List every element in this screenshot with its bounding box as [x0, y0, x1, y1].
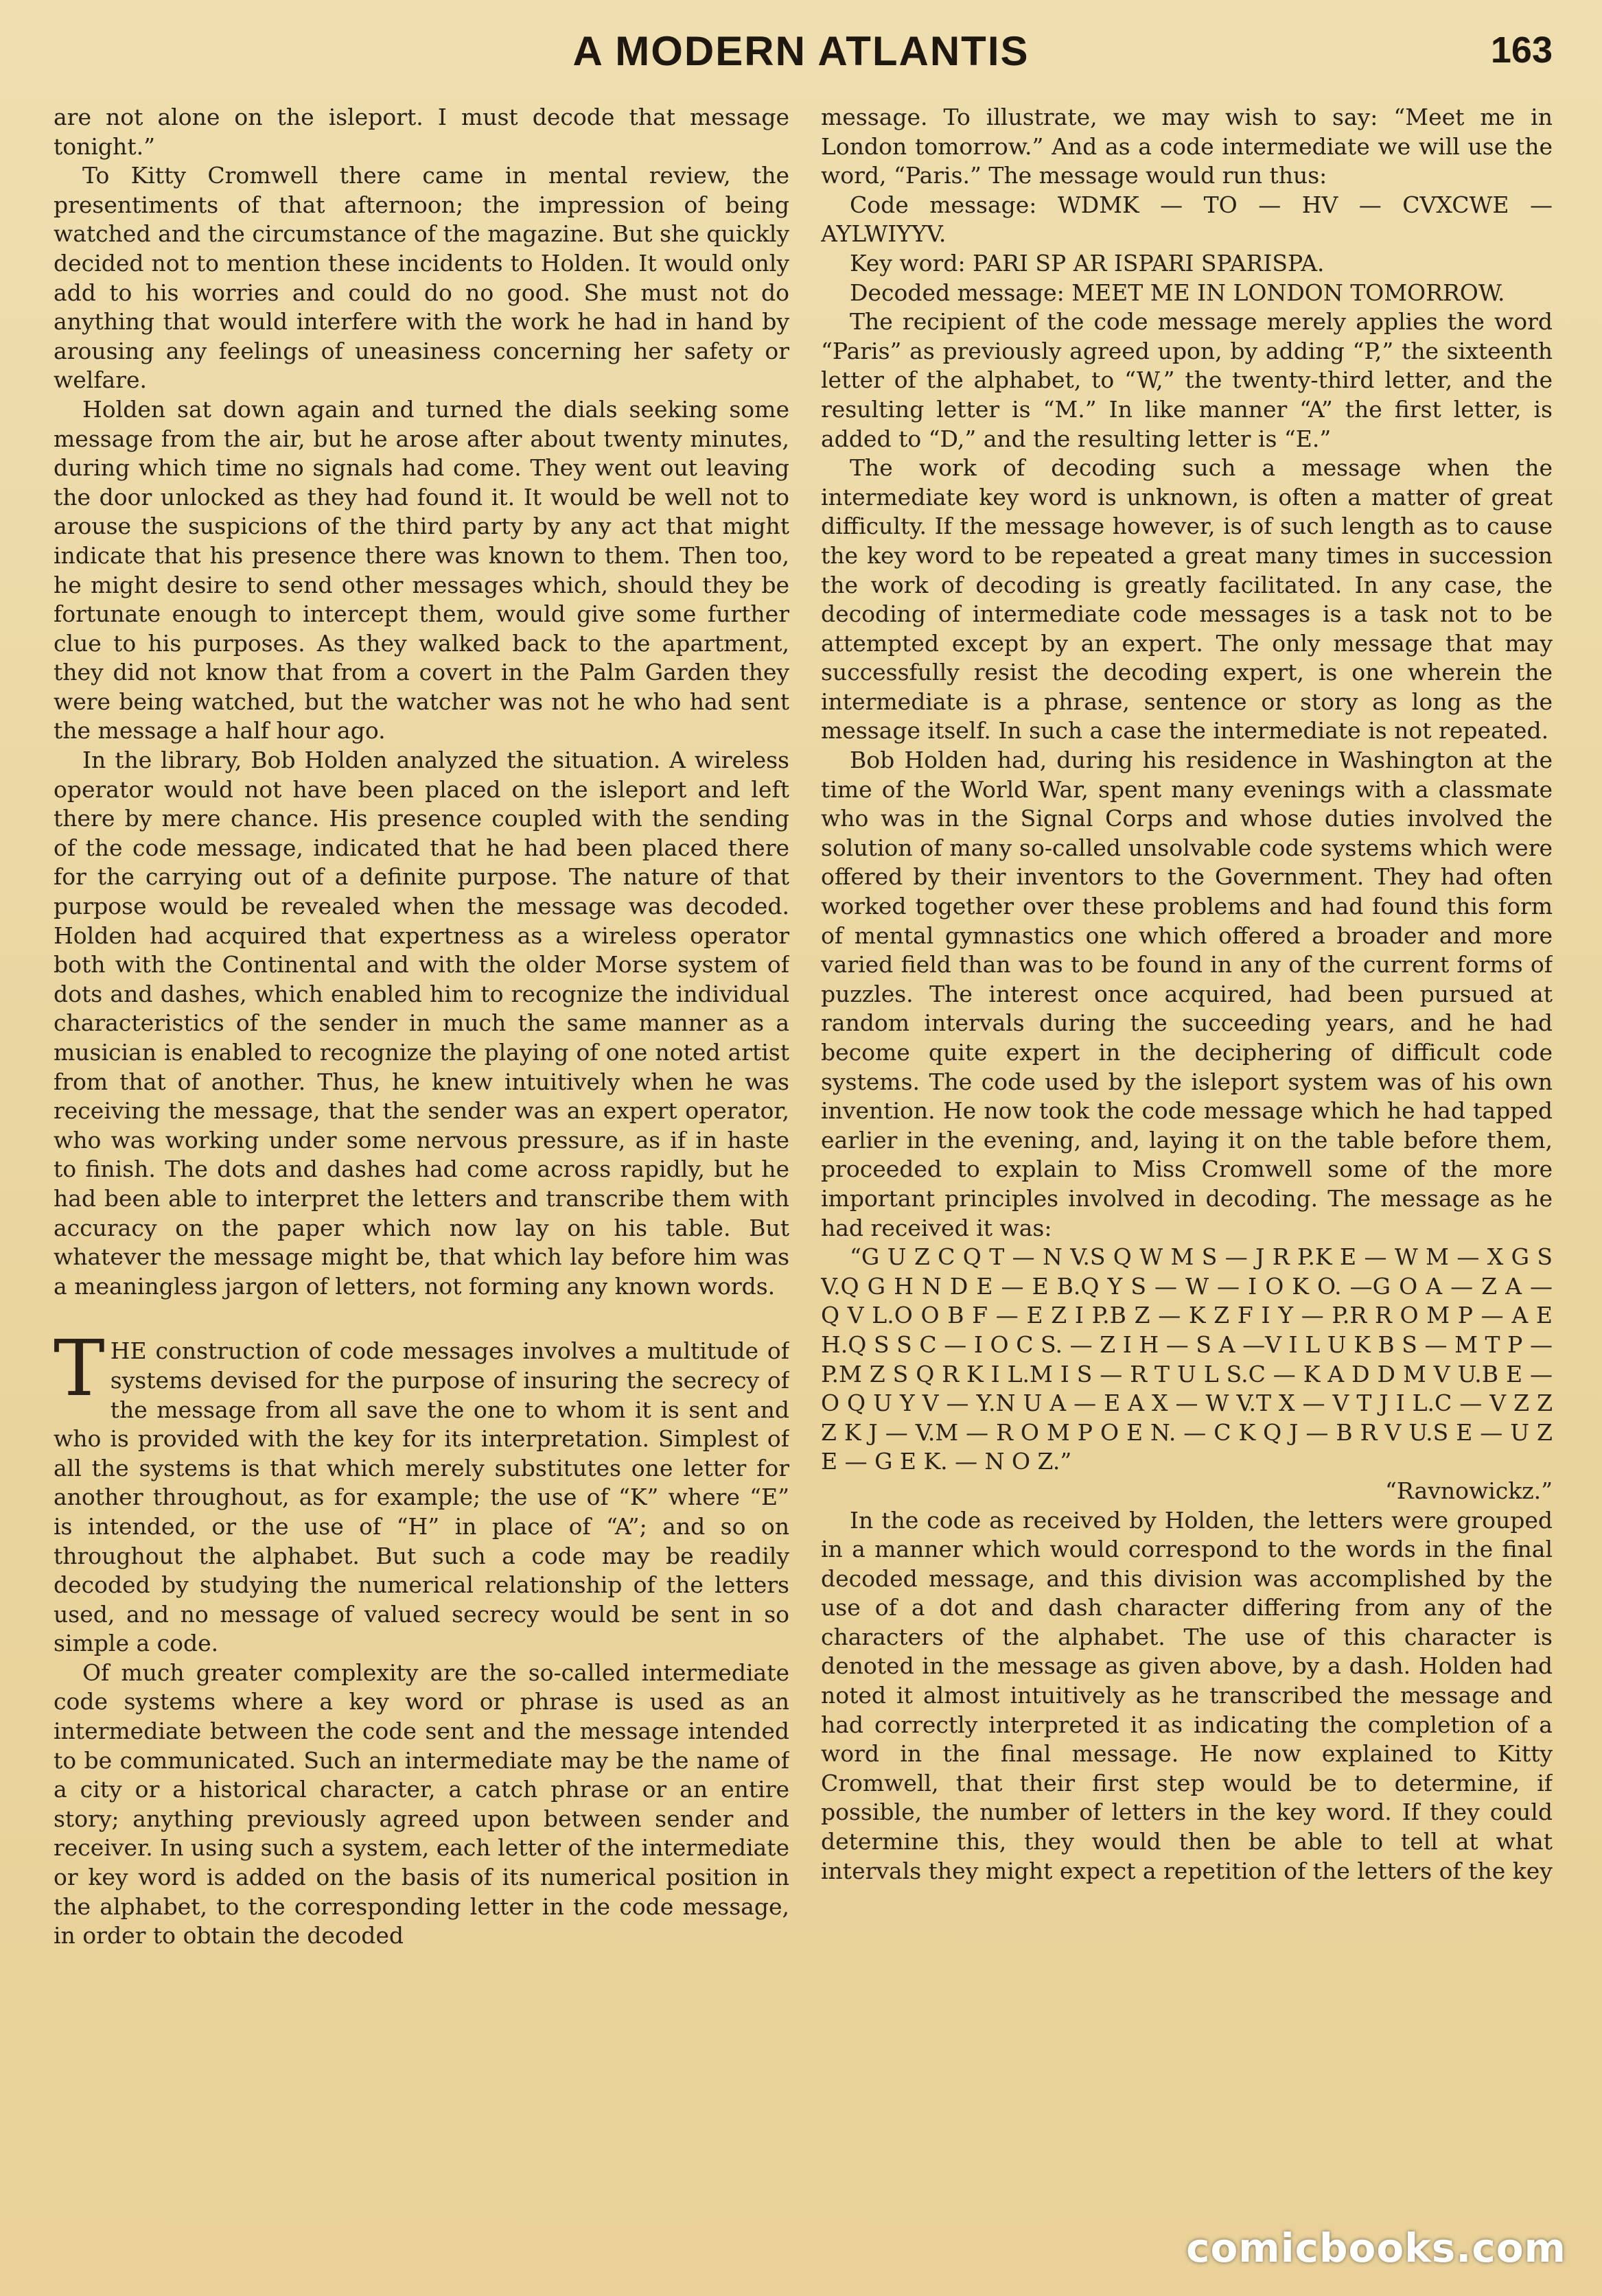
message-signature: “Ravnowickz.”: [1385, 1477, 1553, 1504]
paragraph: Holden sat down again and turned the dials seeking some message from the air, but he arose after about twenty minutes, during which time no signals had come. They went out leaving the door unlocked as they had found it. It would be well not to arouse the suspicions of the third party by any act that might indicate that his presence there was known to them. Then too, he might desire to send other messages which, should they be fortunate enough to intercept them, would give some further clue to his purposes. As they walked back to the apartment, they did not know that from a covert in the Palm Garden they were being watched, but the watcher was not he who had sent the message a half hour ago.: [54, 395, 789, 745]
right-column: [821, 103, 1553, 2271]
paragraph: In the library, Bob Holden analyzed the situation. A wireless operator would not have been placed on the isleport and left there by mere chance. His presence coupled with the sending of the code message, indicated that he had been placed there for the carrying out of a definite purpose. The nature of that purpose would be revealed when the message was decoded. Holden had acquired that expertness as a wireless operator both with the Continental and with the older Morse system of dots and dashes, which enabled him to recognize the individual characteristics of the sender in much the same manner as a musician is enabled to recognize the playing of one noted artist from that of another. Thus, he knew intuitively when he was receiving the message, that the sender was an expert operator, who was working under some nervous pressure, as if in haste to finish. The dots and dashes had come across rapidly, but he had been able to interpret the letters and transcribe them with accuracy on the paper which now lay on his table. But whatever the message might be, that which lay before him was a meaningless jargon of letters, not forming any known words.: [54, 747, 789, 1300]
paragraph: are not alone on the isleport. I must decode that message tonight.”: [54, 104, 789, 160]
drop-cap: T: [54, 1324, 105, 1414]
coded-message-block: “G U Z C Q T — N V.S Q W M S — J R P.K E — W M — X G S V.Q G H N D E — E B.Q Y S — W — I O K O. —G O A — Z A — Q V L.O O B F — E Z I P.B Z — K Z F I Y — P.R R O M P — A E H.Q S S C — I O C S. — Z I H — S A —V I L U K B S — M T P — P.M Z S Q R K I L.M I S — R T U L S.C — K A D D M V U.B E — O Q U Y V — Y.N U A — E A X — W V.T X — V T J I L.C — V Z Z Z K J — V.M — R O M P O E N. — C K Q J — B R V U.S E — U Z E — G E K. — N O Z.”: [821, 1243, 1553, 1475]
paragraph: The recipient of the code message merely applies the word “Paris” as previously agreed upon, by adding “P,” the sixteenth letter of the alphabet, to “W,” the twenty-third letter, and the resulting letter is “M.” In like manner “A” the first letter, is added to “D,” and the resulting letter is “E.”: [821, 308, 1553, 452]
paragraph: Bob Holden had, during his residence in Washington at the time of the World War, spent many evenings with a classmate who was in the Signal Corps and whose duties involved the solution of many so-called unsolvable code systems which were offered by their inventors to the Government. They had often worked together over these problems and had found this form of mental gymnastics one which offered a broader and more varied field than was to be found in any of the current forms of puzzles. The interest once acquired, had been pursued at random intervals during the succeeding years, and he had become quite expert in the deciphering of difficult code systems. The code used by the isleport system was of his own invention. He now took the code message which he had tapped earlier in the evening, and, laying it on the table before them, proceeded to explain to Miss Cromwell some of the more important principles involved in decoding. The message as he had received it was:: [821, 747, 1553, 1241]
paragraph: message. To illustrate, we may wish to say: “Meet me in London tomorrow.” And as a code intermediate we will use the word, “Paris.” The message would run thus:: [821, 104, 1553, 189]
code-message-line: Code message: WDMK — TO — HV — CVXCWE — AYLWIYYV.: [821, 191, 1553, 248]
decoded-message-line: Decoded message: MEET ME IN LONDON TOMORROW.: [850, 279, 1505, 306]
drop-cap-rest: HE: [110, 1337, 147, 1365]
key-word-line: Key word: PARI SP AR ISPARI SPARISPA.: [850, 249, 1325, 277]
paragraph: To Kitty Cromwell there came in mental review, the presentiments of that afternoon; the impression of being watched and the circumstance of the magazine. But she quickly decided not to mention these incidents to Holden. It would only add to his worries and could do no good. She must not do anything that would interfere with the work he had in hand by arousing any feelings of uneasiness concerning her safety or welfare.: [54, 162, 789, 394]
page-number: 163: [1490, 30, 1553, 71]
running-title: A MODERN ATLANTIS: [572, 28, 1030, 74]
section-opening-paragraph: [54, 1324, 789, 1659]
left-column: [54, 103, 789, 2271]
page-header: [0, 27, 1602, 82]
paragraph: In the code as received by Holden, the letters were grouped in a manner which would correspond to the words in the final decoded message, and this division was accomplished by the use of a dot and dash character differing from any of the characters of the alphabet. The use of this character is denoted in the message as given above, by a dash. Holden had noted it almost intuitively as he transcribed the message and had correctly interpreted it as indicating the completion of a word in the final message. He now explained to Kitty Cromwell, that their first step would be to determine, if possible, the number of letters in the key word. If they could determine this, they would then be able to tell at what intervals they might expect a repetition of the letters of the key: [821, 1506, 1553, 1884]
paragraph-text: construction of code messages involves a multitude of systems devised for the purpose of insuring the secrecy of the message from all save the one to whom it is sent and who is provided with the key for its interpretation. Simplest of all the systems is that which merely substitutes one letter for another throughout, as for example; the use of “K” where “E” is intended, or the use of “H” in place of “A”; and so on throughout the alphabet. But such a code may be readily decoded by studying the numerical relationship of the letters used, and no message of valued secrecy would be sent in so simple a code.: [54, 1337, 789, 1657]
site-watermark: comicbooks.com: [1186, 2225, 1566, 2271]
paragraph: Of much greater complexity are the so-called intermediate code systems where a key word or phrase is used as an intermediate between the code sent and the message intended to be communicated. Such an intermediate may be the name of a city or a historical character, a catch phrase or an entire story; anything previously agreed upon between sender and receiver. In using such a system, each letter of the intermediate or key word is added on the basis of its numerical position in the alphabet, to the corresponding letter in the code message, in order to obtain the decoded: [54, 1659, 789, 1949]
paragraph: The work of decoding such a message when the intermediate key word is unknown, is often a matter of great difficulty. If the message however, is of such length as to cause the key word to be repeated a great many times in succession the work of decoding is greatly facilitated. In any case, the decoding of intermediate code messages is a task not to be attempted except by an expert. The only message that may successfully resist the decoding expert, is one wherein the intermediate is a phrase, sentence or story as long as the message itself. In such a case the intermediate is not repeated.: [821, 454, 1553, 745]
